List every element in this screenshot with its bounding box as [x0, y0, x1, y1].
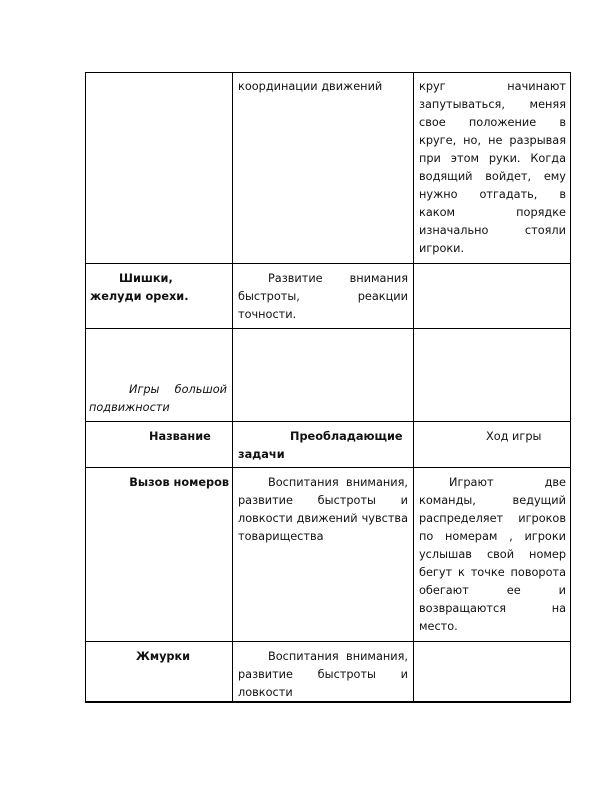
row6-name-cell	[89, 648, 229, 666]
header-name-cell	[89, 428, 229, 446]
row1-tasks-text: координации движений	[238, 80, 383, 93]
row1-tasks-cell	[238, 78, 408, 96]
header-tasks-cell	[238, 428, 408, 464]
row1-course-cell	[419, 78, 566, 258]
row-divider-3	[85, 421, 571, 422]
row-divider-5	[85, 641, 571, 642]
row6-tasks-text: Воспитания внимания, развитие быстроты и ловкости	[238, 650, 408, 699]
table-border-bottom	[85, 701, 571, 703]
row-divider-1	[85, 263, 571, 264]
row5-name-cell	[89, 474, 229, 492]
row5-course-cell	[419, 474, 566, 636]
row1-course-text: круг начинают запутываться, меняя свое положение в круге, но, не разрывая при этом руки. Когда водящий войдет, ему нужно отгадать, в каком порядке изначально стояли игроки.	[419, 80, 566, 255]
header-course: Ход игры	[486, 430, 542, 443]
header-name: Название	[149, 430, 211, 443]
table-border-top	[85, 72, 571, 73]
column-divider-1	[232, 72, 233, 703]
header-tasks: Преобладающие задачи	[238, 430, 403, 461]
section-title-cell	[89, 381, 227, 417]
header-course-cell	[419, 428, 566, 446]
row5-tasks-text: Воспитания внимания, развитие быстроты и ловкости движений чувства товарищества	[238, 476, 408, 543]
row2-tasks-text: Развитие внимания быстроты, реакции точности.	[238, 272, 408, 321]
row2-name-line1: Шишки,	[119, 272, 173, 285]
row2-name-line2: желуди орехи.	[90, 290, 189, 303]
row6-name: Жмурки	[136, 650, 191, 663]
table-border-right	[570, 72, 571, 703]
row2-name-cell	[89, 270, 229, 306]
table-border-left	[85, 72, 86, 703]
row2-tasks-cell	[238, 270, 408, 324]
row5-course-text: Играют две команды, ведущий распределяет игроков по номерам , игроки услышав свой номер бегут к точке поворота обегают ее и возвращаются на место.	[419, 476, 566, 633]
row5-name: Вызов номеров	[129, 476, 229, 489]
row5-tasks-cell	[238, 474, 408, 546]
row-divider-4	[85, 467, 571, 468]
row-divider-2	[85, 328, 571, 329]
row6-tasks-cell	[238, 648, 408, 700]
column-divider-2	[413, 72, 414, 703]
section-title: Игры большой подвижности	[89, 383, 227, 414]
